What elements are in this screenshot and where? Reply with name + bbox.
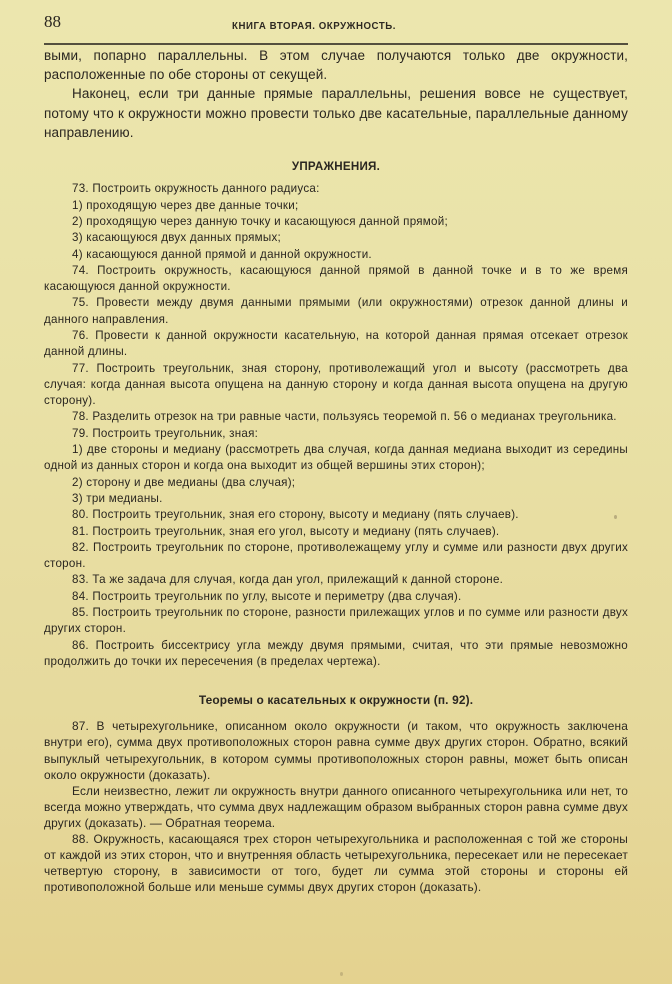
page-body xyxy=(44,46,628,895)
exercise-item: 82. Построить треугольник по стороне, противолежащему углу и сумме или разности двух других сторон. xyxy=(44,540,628,571)
intro-text xyxy=(44,46,628,142)
exercise-subitem: 1) две стороны и медиану (рассмотреть два случая, когда данная медиана выходит из середины одной из данных сторон и когда она выходит из общей вершины этих сторон); xyxy=(44,443,628,473)
exercise-item: 75. Провести между двумя данными прямыми (или окружностями) отрезок данной длины и данного направления. xyxy=(44,296,628,326)
theorem-paragraph: 88. Окружность, касающаяся трех сторон четырехугольника и расположенная с той же стороны от каждой из этих сторон, что и внутренняя область четырехугольника, пересекает или не пересекает четвертую сторону, в зависимости от того, будет ли сумма этой стороны и стороны ей противоположной больше или меньше суммы двух других сторон (доказать). xyxy=(44,831,628,895)
exercise-item: 79. Построить треугольник, зная: xyxy=(72,426,259,440)
exercise-subitem: 2) проходящую через данную точку и касающуюся данной прямой; xyxy=(72,214,448,228)
exercise-item: 78. Разделить отрезок на три равные части, пользуясь теоремой п. 56 о медианах треугольника. xyxy=(72,410,617,424)
exercise-item: 80. Построить треугольник, зная его сторону, высоту и медиану (пять случаев). xyxy=(72,508,519,522)
running-head xyxy=(44,10,628,42)
running-title: КНИГА ВТОРАЯ. ОКРУЖНОСТЬ. xyxy=(232,20,397,32)
exercise-item: 81. Построить треугольник, зная его угол, высоту и медиану (пять случаев). xyxy=(72,524,500,538)
theorems-title: Теоремы о касательных к окружности (п. 92). xyxy=(198,693,474,708)
exercise-item: 76. Провести к данной окружности касательную, на которой данная прямая отсекает отрезок данной длины. xyxy=(44,328,628,359)
theorems-section xyxy=(44,692,628,895)
exercise-item: 74. Построить окружность, касающуюся данной прямой в данной точке и в то же время касающуюся данной окружности. xyxy=(44,263,628,294)
exercise-subitem: 3) касающуюся двух данных прямых; xyxy=(72,231,282,245)
theorem-list xyxy=(44,718,628,895)
header-rule xyxy=(44,43,628,45)
exercise-item: 77. Построить треугольник, зная сторону, противолежащий угол и высоту (рассмотреть два случая: когда данная высота опущена на данную сторону и когда данная высота опущена на другую сторону). xyxy=(44,361,628,408)
exercise-subitem: 4) касающуюся данной прямой и данной окружности. xyxy=(72,247,372,261)
exercise-subitem: 2) сторону и две медианы (два случая); xyxy=(72,475,296,489)
theorem-paragraph: 87. В четырехугольнике, описанном около окружности (и таком, что окружность заключена внутри его), сумма двух противоположных сторон равна сумме двух других сторон. Обратно, всякий выпуклый четырехугольник, в котором суммы противоположных сторон равны, может быть описан около окружности (доказать). xyxy=(44,719,628,782)
exercise-subitem: 3) три медианы. xyxy=(72,491,163,505)
exercise-item: 86. Построить биссектрису угла между двумя прямыми, считая, что эти прямые невозможно продолжить до точки их пересечения (в пределах чертежа). xyxy=(44,638,628,668)
intro-paragraph: Наконец, если три данные прямые параллельны, решения вовсе не существует, потому что к окружности можно провести только две касательные, параллельные данному направлению. xyxy=(44,86,628,140)
theorem-paragraph: Если неизвестно, лежит ли окружность внутри данного описанного четырехугольника или нет, то всегда можно утверждать, что сумма двух надлежащим образом выбранных сторон равна сумме двух других (доказать). — Обратная теорема. xyxy=(44,783,628,830)
exercise-item: 84. Построить треугольник по углу, высоте и периметру (два случая). xyxy=(72,589,462,603)
exercises-title: УПРАЖНЕНИЯ. xyxy=(291,160,381,174)
paper-speck xyxy=(340,972,343,976)
exercise-item: 85. Построить треугольник по стороне, разности прилежащих углов и по сумме или разности двух других сторон. xyxy=(44,606,628,636)
paper-speck xyxy=(614,515,617,519)
page-number: 88 xyxy=(44,12,61,31)
intro-paragraph: выми, попарно параллельны. В этом случае получаются только две окружности, расположенные по обе стороны от секущей. xyxy=(44,48,628,83)
exercise-subitem: 1) проходящую через две данные точки; xyxy=(72,198,299,212)
exercise-item: 73. Построить окружность данного радиуса: xyxy=(72,182,320,196)
exercises-section xyxy=(44,159,628,670)
exercise-item: 83. Та же задача для случая, когда дан угол, прилежащий к данной стороне. xyxy=(72,573,504,587)
exercise-list xyxy=(44,181,628,670)
